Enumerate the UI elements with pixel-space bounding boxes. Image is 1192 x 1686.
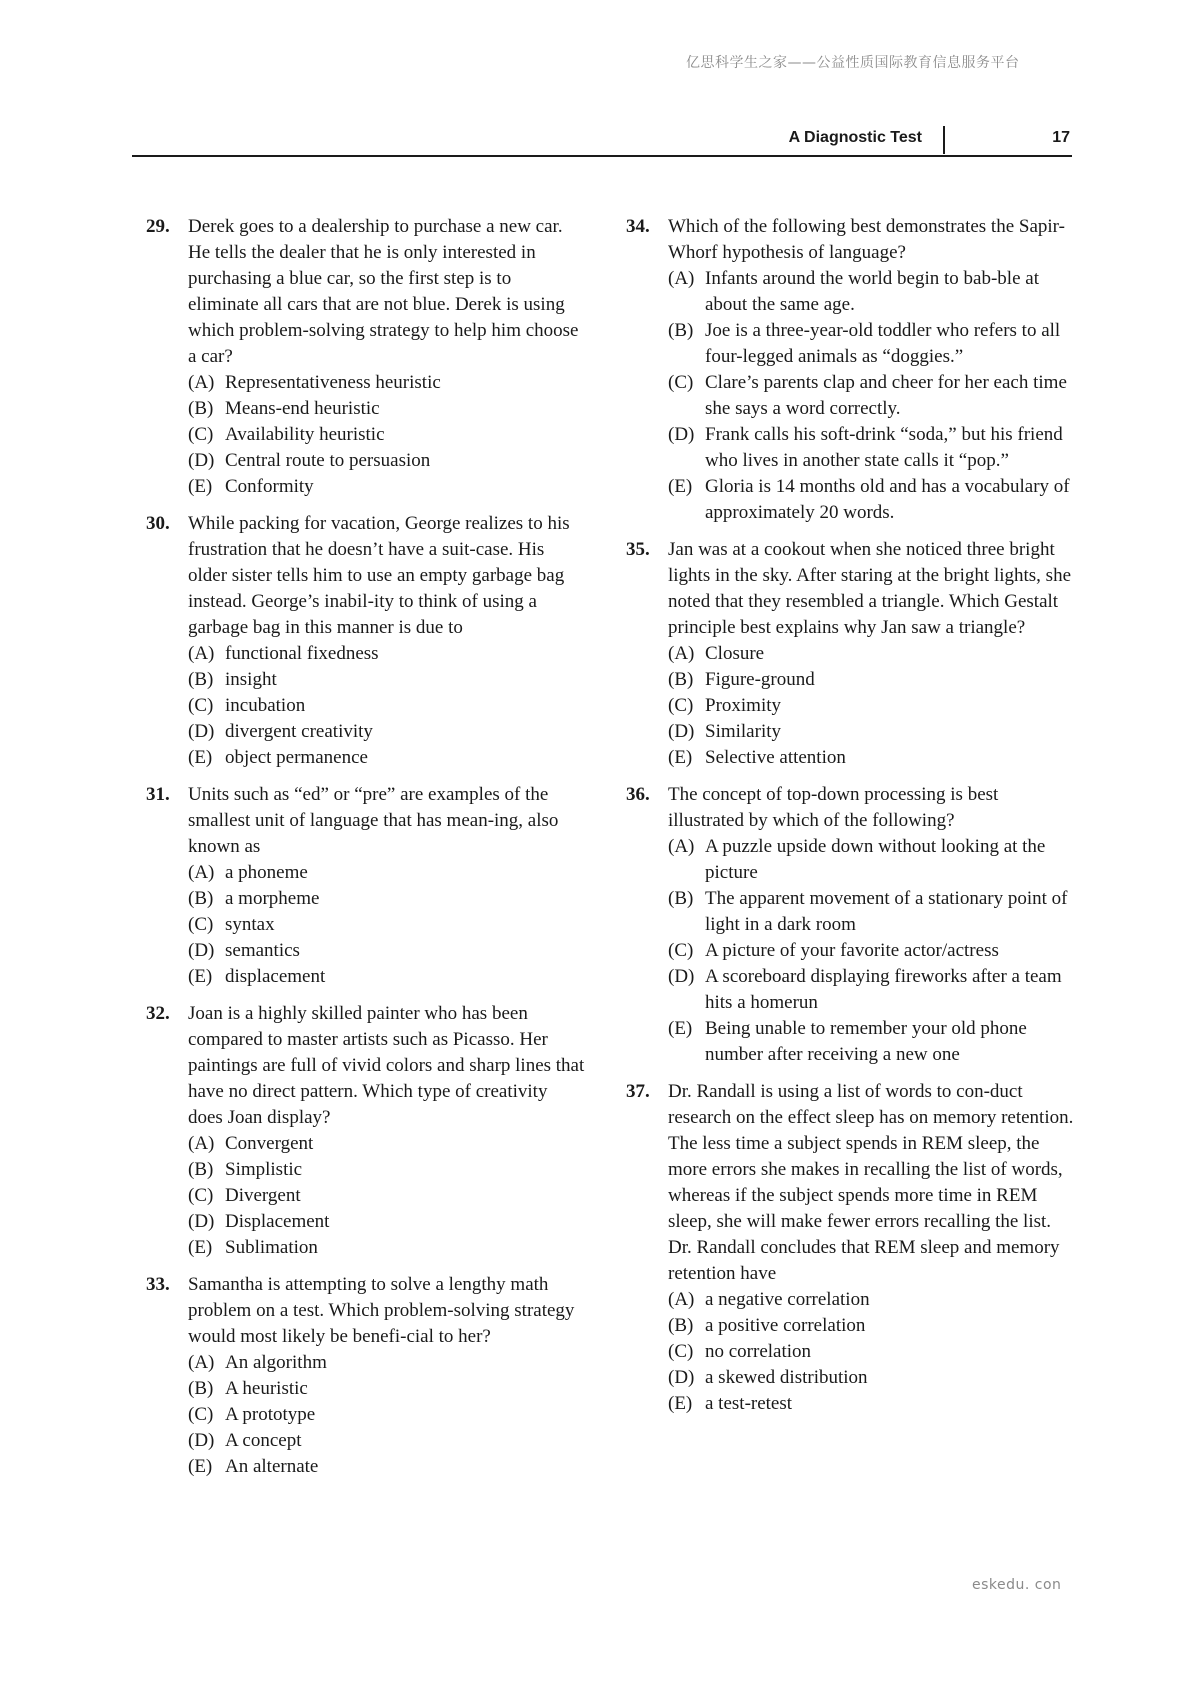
option-text: syntax	[225, 914, 275, 935]
option-text: Means-end heuristic	[225, 398, 380, 419]
answer-options	[668, 834, 1076, 1068]
option-letter: (B)	[188, 1159, 214, 1180]
answer-option	[188, 448, 586, 474]
question-stem: While packing for vacation, George realizes to his frustration that he doesn’t have a suit-case. His older sister tells him to use an empty garbage bag instead. George’s inabil-ity to think of using a garbage bag in this manner is due to	[188, 513, 570, 638]
option-text: Figure-ground	[705, 669, 815, 690]
answer-options	[668, 641, 1076, 771]
answer-option	[188, 641, 586, 667]
option-letter: (C)	[188, 695, 214, 716]
option-text: functional fixedness	[225, 643, 379, 664]
answer-option	[188, 886, 586, 912]
option-letter: (A)	[668, 643, 695, 664]
option-letter: (A)	[668, 268, 695, 289]
question-number: 29.	[146, 216, 170, 237]
question-32	[146, 1001, 586, 1261]
answer-option	[668, 964, 1076, 1016]
question-stem: Dr. Randall is using a list of words to con-duct research on the effect sleep has on memory retention. The less time a subject spends in REM sleep, the more errors she makes in recalling the list of words, whereas if the subject spends more time in REM sleep, she will make fewer errors recalling the list. Dr. Randall concludes that REM sleep and memory retention have	[668, 1081, 1074, 1284]
question-number: 30.	[146, 513, 170, 534]
answer-option	[188, 370, 586, 396]
answer-option	[668, 1391, 1076, 1417]
option-text: The apparent movement of a stationary point of light in a dark room	[705, 888, 1068, 935]
option-text: displacement	[225, 966, 326, 987]
answer-option	[188, 964, 586, 990]
answer-option	[668, 1365, 1076, 1391]
option-letter: (B)	[668, 1315, 694, 1336]
option-text: object permanence	[225, 747, 368, 768]
answer-option	[668, 834, 1076, 886]
option-text: Convergent	[225, 1133, 314, 1154]
running-title: A Diagnostic Test	[788, 129, 922, 146]
option-letter: (E)	[188, 1456, 213, 1477]
answer-options	[188, 641, 586, 771]
option-text: incubation	[225, 695, 306, 716]
question-number: 32.	[146, 1003, 170, 1024]
answer-option	[188, 693, 586, 719]
page-number: 17	[1052, 129, 1070, 146]
option-letter: (E)	[188, 476, 213, 497]
answer-options	[668, 1287, 1076, 1417]
option-letter: (B)	[668, 669, 694, 690]
answer-option	[188, 745, 586, 771]
option-text: Frank calls his soft-drink “soda,” but his friend who lives in another state calls it “pop.”	[705, 424, 1063, 471]
option-letter: (B)	[668, 888, 694, 909]
answer-option	[668, 266, 1076, 318]
answer-options	[188, 1131, 586, 1261]
answer-option	[668, 719, 1076, 745]
option-letter: (D)	[188, 940, 215, 961]
question-number: 37.	[626, 1081, 650, 1102]
question-number: 33.	[146, 1274, 170, 1295]
option-text: a positive correlation	[705, 1315, 866, 1336]
option-text: Infants around the world begin to bab-ble at about the same age.	[705, 268, 1039, 315]
answer-option	[668, 1339, 1076, 1365]
answer-option	[188, 422, 586, 448]
option-text: A puzzle upside down without looking at the picture	[705, 836, 1046, 883]
option-letter: (E)	[188, 747, 213, 768]
answer-option	[188, 1350, 586, 1376]
answer-option	[188, 1209, 586, 1235]
option-letter: (A)	[188, 1352, 215, 1373]
option-text: a skewed distribution	[705, 1367, 868, 1388]
option-text: a phoneme	[225, 862, 308, 883]
question-stem: Jan was at a cookout when she noticed three bright lights in the sky. After staring at the bright lights, she noted that they resembled a triangle. Which Gestalt principle best explains why Jan saw a triangle?	[668, 539, 1071, 638]
answer-option	[188, 1454, 586, 1480]
option-letter: (A)	[188, 372, 215, 393]
answer-option	[188, 667, 586, 693]
option-text: semantics	[225, 940, 300, 961]
answer-option	[188, 1131, 586, 1157]
question-37	[626, 1079, 1076, 1417]
answer-option	[668, 1016, 1076, 1068]
option-letter: (D)	[668, 424, 695, 445]
running-head	[132, 126, 1072, 157]
answer-option	[188, 1428, 586, 1454]
option-letter: (B)	[188, 1378, 214, 1399]
option-letter: (C)	[188, 914, 214, 935]
answer-option	[188, 1157, 586, 1183]
option-letter: (D)	[668, 1367, 695, 1388]
option-letter: (A)	[188, 862, 215, 883]
answer-option	[668, 693, 1076, 719]
option-letter: (A)	[188, 1133, 215, 1154]
answer-option	[668, 318, 1076, 370]
option-letter: (B)	[188, 669, 214, 690]
option-letter: (D)	[668, 721, 695, 742]
option-letter: (B)	[188, 888, 214, 909]
option-text: a negative correlation	[705, 1289, 870, 1310]
option-letter: (E)	[668, 1018, 693, 1039]
question-stem: Derek goes to a dealership to purchase a new car. He tells the dealer that he is only interested in purchasing a blue car, so the first step is to eliminate all cars that are not blue. Derek is using which problem-solving strategy to help him choose a car?	[188, 216, 579, 367]
option-text: Simplistic	[225, 1159, 303, 1180]
option-text: A heuristic	[225, 1378, 308, 1399]
option-letter: (E)	[188, 1237, 213, 1258]
option-text: Central route to persuasion	[225, 450, 431, 471]
option-text: Gloria is 14 months old and has a vocabulary of approximately 20 words.	[705, 476, 1070, 523]
option-text: An algorithm	[225, 1352, 327, 1373]
question-stem: The concept of top-down processing is best illustrated by which of the following?	[668, 784, 999, 831]
option-text: Proximity	[705, 695, 782, 716]
option-letter: (C)	[668, 372, 694, 393]
question-35	[626, 537, 1076, 771]
option-letter: (C)	[668, 695, 694, 716]
option-letter: (E)	[668, 1393, 693, 1414]
answer-options	[188, 1350, 586, 1480]
answer-option	[188, 1402, 586, 1428]
answer-option	[668, 641, 1076, 667]
option-letter: (D)	[188, 1211, 215, 1232]
option-letter: (B)	[188, 398, 214, 419]
question-stem: Units such as “ed” or “pre” are examples of the smallest unit of language that has mean-ing, also known as	[188, 784, 559, 857]
option-text: a test-retest	[705, 1393, 793, 1414]
option-letter: (B)	[668, 320, 694, 341]
option-text: A scoreboard displaying fireworks after a team hits a homerun	[705, 966, 1062, 1013]
question-stem: Samantha is attempting to solve a lengthy math problem on a test. Which problem-solving strategy would most likely be benefi-cial to her?	[188, 1274, 575, 1347]
option-text: A prototype	[225, 1404, 316, 1425]
option-letter: (C)	[668, 1341, 694, 1362]
option-text: Availability heuristic	[225, 424, 385, 445]
option-letter: (D)	[188, 450, 215, 471]
option-text: insight	[225, 669, 277, 690]
question-stem: Joan is a highly skilled painter who has been compared to master artists such as Picasso. Her paintings are full of vivid colors and sharp lines that have no direct pattern. Which type of creativity does Joan display?	[188, 1003, 585, 1128]
answer-option	[668, 474, 1076, 526]
answer-option	[188, 474, 586, 500]
option-text: Sublimation	[225, 1237, 318, 1258]
option-text: An alternate	[225, 1456, 319, 1477]
answer-option	[668, 938, 1076, 964]
option-letter: (A)	[668, 836, 695, 857]
question-number: 31.	[146, 784, 170, 805]
option-text: A picture of your favorite actor/actress	[705, 940, 999, 961]
option-text: Divergent	[225, 1185, 301, 1206]
option-letter: (A)	[668, 1289, 695, 1310]
answer-option	[668, 1287, 1076, 1313]
answer-options	[188, 860, 586, 990]
option-letter: (C)	[188, 424, 214, 445]
watermark-top: 亿思科学生之家——公益性质国际教育信息服务平台	[686, 55, 1020, 71]
option-letter: (D)	[188, 721, 215, 742]
question-29	[146, 214, 586, 500]
answer-option	[188, 912, 586, 938]
question-34	[626, 214, 1076, 526]
option-text: Being unable to remember your old phone number after receiving a new one	[705, 1018, 1027, 1065]
question-number: 34.	[626, 216, 650, 237]
option-text: Conformity	[225, 476, 314, 497]
answer-option	[188, 1235, 586, 1261]
answer-options	[668, 266, 1076, 526]
option-text: Similarity	[705, 721, 781, 742]
option-letter: (E)	[668, 476, 693, 497]
answer-option	[188, 719, 586, 745]
option-text: A concept	[225, 1430, 302, 1451]
answer-option	[188, 1376, 586, 1402]
option-letter: (A)	[188, 643, 215, 664]
answer-option	[668, 745, 1076, 771]
question-33	[146, 1272, 586, 1480]
option-letter: (E)	[668, 747, 693, 768]
option-text: no correlation	[705, 1341, 812, 1362]
answer-option	[188, 860, 586, 886]
option-text: Representativeness heuristic	[225, 372, 441, 393]
answer-option	[188, 396, 586, 422]
answer-option	[188, 938, 586, 964]
option-text: Displacement	[225, 1211, 330, 1232]
answer-option	[668, 886, 1076, 938]
option-text: Joe is a three-year-old toddler who refers to all four-legged animals as “doggies.”	[705, 320, 1061, 367]
option-letter: (E)	[188, 966, 213, 987]
question-stem: Which of the following best demonstrates the Sapir-Whorf hypothesis of language?	[668, 216, 1065, 263]
question-number: 36.	[626, 784, 650, 805]
right-column	[626, 214, 1076, 1428]
option-text: Closure	[705, 643, 765, 664]
answer-option	[668, 422, 1076, 474]
option-text: Selective attention	[705, 747, 846, 768]
question-31	[146, 782, 586, 990]
option-letter: (D)	[188, 1430, 215, 1451]
option-letter: (D)	[668, 966, 695, 987]
answer-option	[668, 370, 1076, 422]
option-letter: (C)	[188, 1404, 214, 1425]
watermark-bottom: eskedu. con	[972, 1577, 1062, 1593]
left-column	[146, 214, 586, 1491]
question-30	[146, 511, 586, 771]
answer-option	[668, 1313, 1076, 1339]
option-letter: (C)	[668, 940, 694, 961]
question-36	[626, 782, 1076, 1068]
option-text: a morpheme	[225, 888, 320, 909]
running-head-divider	[943, 126, 945, 154]
answer-options	[188, 370, 586, 500]
answer-option	[188, 1183, 586, 1209]
option-letter: (C)	[188, 1185, 214, 1206]
answer-option	[668, 667, 1076, 693]
option-text: divergent creativity	[225, 721, 373, 742]
option-text: Clare’s parents clap and cheer for her each time she says a word correctly.	[705, 372, 1067, 419]
question-number: 35.	[626, 539, 650, 560]
